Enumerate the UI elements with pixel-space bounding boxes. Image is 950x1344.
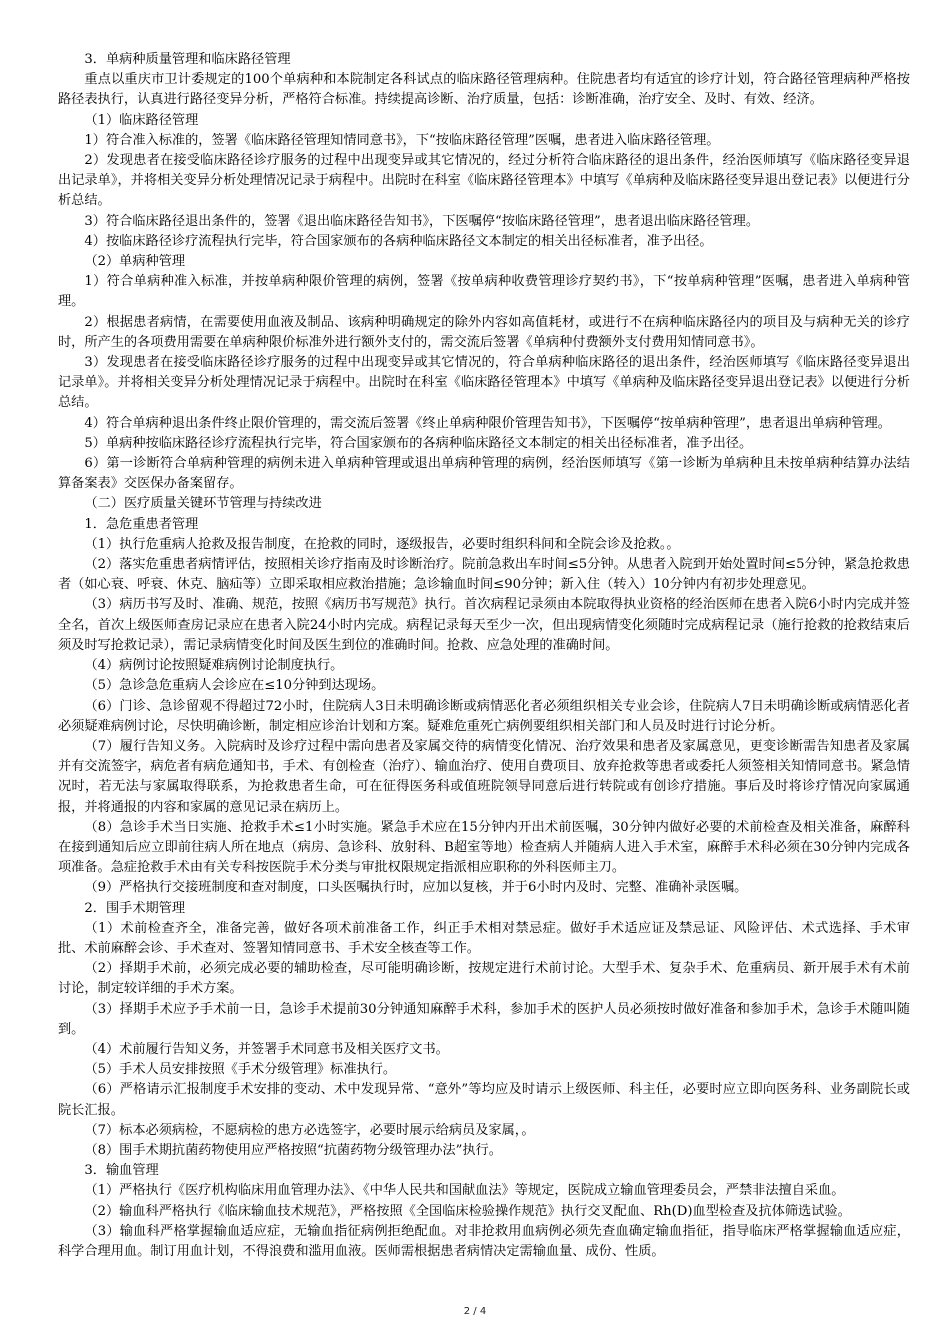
paragraph: （2）单病种管理 bbox=[84, 254, 186, 270]
paragraph: （5）急诊急危重病人会诊应在≤10分钟到达现场。 bbox=[84, 678, 385, 694]
paragraph: 1．急危重患者管理 bbox=[84, 516, 199, 532]
paragraph: 3．输血管理 bbox=[84, 1163, 159, 1179]
paragraph: （3）择期手术应予手术前一日，急诊手术提前30分钟通知麻醉手术科，参加手术的医护人员必须按时做好准备和参加手术，急诊手术随叫随到。 bbox=[58, 1001, 910, 1037]
paragraph: 4）按临床路径诊疗流程执行完毕，符合国家颁布的各病种临床路径文本制定的相关出径标准者，准予出径。 bbox=[84, 233, 713, 249]
paragraph: （1）术前检查齐全，准备完善，做好各项术前准备工作，纠正手术相对禁忌症。做好手术适应证及禁忌证、风险评估、术式选择、手术审批、术前麻醉会诊、手术查对、签署知情同意书、手术安全核查等工作。 bbox=[58, 920, 910, 956]
paragraph: （3）病历书写及时、准确、规范，按照《病历书写规范》执行。首次病程记录须由本院取得执业资格的经治医师在患者入院6小时内完成并签全名，首次上级医师查房记录应在患者入院24小时内完成。病程记录每天至少一次，但出现病情变化须随时完成病程记录（施行抢救的抢救结束后须及时写抢救记录），需记录病情变化时间及医生到位的准确时间。抢救、应急处理的准确时间。 bbox=[58, 597, 910, 653]
paragraph: 5）单病种按临床路径诊疗流程执行完毕，符合国家颁布的各病种临床路径文本制定的相关出径标准者，准予出径。 bbox=[84, 435, 753, 451]
paragraph: （8）围手术期抗菌药物使用应严格按照“抗菌药物分级管理办法”执行。 bbox=[84, 1142, 502, 1158]
paragraph: （2）输血科严格执行《临床输血技术规范》，严格按照《全国临床检验操作规范》执行交叉配血、Rh(D)血型检查及抗体筛选试验。 bbox=[84, 1203, 851, 1219]
paragraph: 3．单病种质量管理和临床路径管理 bbox=[84, 52, 291, 67]
paragraph: （1）执行危重病人抢救及报告制度，在抢救的同时，逐级报告，必要时组织科间和全院会诊及抢救。。 bbox=[84, 536, 680, 552]
page-number: 2 / 4 bbox=[463, 1306, 487, 1317]
paragraph: （1）临床路径管理 bbox=[84, 112, 199, 128]
paragraph: （9）严格执行交接班制度和查对制度，口头医嘱执行时，应加以复核，并于6小时内及时、完整、准确补录医嘱。 bbox=[84, 880, 748, 896]
paragraph: 2．围手术期管理 bbox=[84, 900, 186, 916]
paragraph: （2）落实危重患者病情评估，按照相关诊疗指南及时诊断治疗。院前急救出车时间≤5分钟。从患者入院到开始处置时间≤5分钟，紧急抢救患者（如心衰、呼衰、休克、脑疝等）立即采取相应救治措施；急诊输血时间≤90分钟；新入住（转入）10分钟内有初步处理意见。 bbox=[58, 557, 910, 593]
paragraph: 2）发现患者在接受临床路径诊疗服务的过程中出现变异或其它情况的，经过分析符合临床路径的退出条件，经治医师填写《临床路径变异退出记录单》，并将相关变异分析处理情况记录于病程中。出院时在科室《临床路径管理本》中填写《单病种及临床路径变异退出登记表》以便进行分析总结。 bbox=[58, 153, 910, 209]
paragraph: （4）术前履行告知义务，并签署手术同意书及相关医疗文书。 bbox=[84, 1041, 449, 1057]
paragraph: （7）标本必须病检，不愿病检的患方必选签字，必要时展示给病员及家属，。 bbox=[84, 1122, 535, 1138]
paragraph: （5）手术人员安排按照《手术分级管理》标准执行。 bbox=[84, 1062, 397, 1078]
paragraph: 3）符合临床路径退出条件的，签署《退出临床路径告知书》，下医嘱停“按临床路径管理”，患者退出临床路径管理。 bbox=[84, 213, 760, 229]
paragraph: 2）根据患者病情，在需要使用血液及制品、该病种明确规定的除外内容如高值耗材，或进行不在病种临床路径内的项目及与病种无关的诊疗时，所产生的各项费用需要在单病种限价标准外进行额外支付的，需交流后签署《单病种付费额外支付费用知情同意书》。 bbox=[58, 314, 910, 350]
paragraph: （6）门诊、急诊留观不得超过72小时，住院病人3日未明确诊断或病情恶化者必须组织相关专业会诊，住院病人7日未明确诊断或病情恶化者必须疑难病例讨论，尽快明确诊断，制定相应诊治计划和方案。疑难危重死亡病例要组织相关部门和人员及时进行讨论分析。 bbox=[58, 698, 910, 734]
paragraph: 4）符合单病种退出条件终止限价管理的，需交流后签署《终止单病种限价管理告知书》，下医嘱停“按单病种管理”，患者退出单病种管理。 bbox=[84, 415, 891, 431]
paragraph: （3）输血科严格掌握输血适应症，无输血指征病例拒绝配血。对非抢救用血病例必须先查血确定输血指征，指导临床严格掌握输血适应症，科学合理用血。制订用血计划，不得浪费和滥用血液。医师需根据患者病情决定需输血量、成份、性质。 bbox=[58, 1223, 910, 1259]
paragraph: 3）发现患者在接受临床路径诊疗服务的过程中出现变异或其它情况的，符合单病种临床路径的退出条件，经治医师填写《临床路径变异退出记录单》。并将相关变异分析处理情况记录于病程中。出院时在科室《临床路径管理本》中填写《单病种及临床路径变异退出登记表》以便进行分析总结。 bbox=[58, 355, 910, 411]
paragraph: （8）急诊手术当日实施、抢救手术≤1小时实施。紧急手术应在15分钟内开出术前医嘱，30分钟内做好必要的术前检查及相关准备，麻醉科在接到通知后应立即前往病人所在地点（病房、急诊科、放射科、B超室等地）检查病人并随病人进入手术室，麻醉手术科必须在30分钟内完成各项准备。急症抢救手术由有关专科按医院手术分类与审批权限规定指派相应职称的外科医师主刀。 bbox=[58, 819, 910, 876]
paragraph: 重点以重庆市卫计委规定的100个单病种和本院制定各科试点的临床路径管理病种。住院患者均有适宜的诊疗计划，符合路径管理病种严格按路径表执行，认真进行路径变异分析，严格符合标准。持续提高诊断、治疗质量，包括：诊断准确，治疗安全、及时、有效、经济。 bbox=[58, 72, 910, 108]
paragraph: （1）严格执行《医疗机构临床用血管理办法》、《中华人民共和国献血法》等规定，医院成立输血管理委员会，严禁非法擅自采血。 bbox=[84, 1183, 845, 1199]
paragraph: 1）符合单病种准入标准，并按单病种限价管理的病例，签署《按单病种收费管理诊疗契约书》，下“按单病种管理”医嘱，患者进入单病种管理。 bbox=[58, 274, 910, 310]
paragraph: （6）严格请示汇报制度手术安排的变动、术中发现异常、“意外”等均应及时请示上级医师、科主任，必要时应立即向医务科、业务副院长或院长汇报。 bbox=[58, 1082, 910, 1118]
paragraph: （7）履行告知义务。入院病时及诊疗过程中需向患者及家属交待的病情变化情况、治疗效果和患者及家属意见，更变诊断需告知患者及家属并有交流签字，病危者有病危通知书，手术、有创检查（治疗）、输血治疗、使用自费项目、放弃抢救等患者或委托人须签相关知情同意书。紧急情况时，若无法与家属取得联系，为抢救患者生命，可在征得医务科或值班院领导同意后进行转院或有创诊疗措施。事后及时将诊疗情况向家属通报，并将通报的内容和家属的意见记录在病历上。 bbox=[58, 738, 910, 815]
paragraph: （二）医疗质量关键环节管理与持续改进 bbox=[84, 496, 322, 512]
paragraph: （4）病例讨论按照疑难病例讨论制度执行。 bbox=[84, 658, 344, 674]
paragraph: 1）符合准入标准的，签署《临床路径管理知情同意书》，下“按临床路径管理”医嘱，患者进入临床路径管理。 bbox=[84, 132, 720, 148]
document-body bbox=[58, 50, 910, 1262]
paragraph: 6）第一诊断符合单病种管理的病例未进入单病种管理或退出单病种管理的病例，经治医师填写《第一诊断为单病种且未按单病种结算办法结算备案表》交医保办备案留存。 bbox=[58, 456, 910, 492]
paragraph: （2）择期手术前，必须完成必要的辅助检查，尽可能明确诊断，按规定进行术前讨论。大型手术、复杂手术、危重病员、新开展手术有术前讨论，制定较详细的手术方案。 bbox=[58, 961, 910, 997]
